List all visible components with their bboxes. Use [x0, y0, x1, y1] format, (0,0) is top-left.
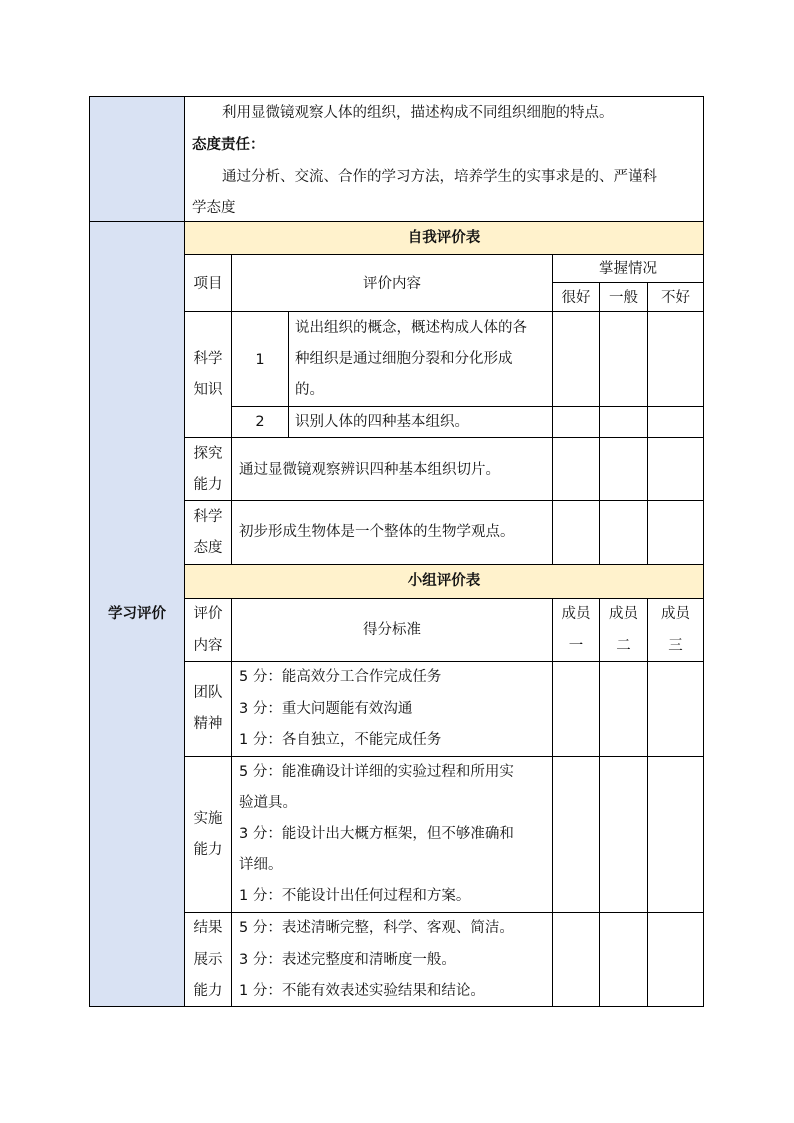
- practice-line: 1 分：不能设计出任何过程和方案。: [239, 888, 471, 904]
- score-cell: [599, 756, 648, 913]
- team-line: 5 分：能高效分工合作完成任务: [239, 669, 442, 685]
- score-cell: [647, 912, 704, 1007]
- team-label-cell: [184, 661, 232, 757]
- attitude-label: 科学: [193, 509, 223, 525]
- member-1-label: 一: [568, 638, 584, 654]
- result-label: 展示: [193, 952, 223, 968]
- score-cell: [647, 661, 704, 757]
- inquiry-label: 探究: [193, 446, 223, 462]
- mark-cell: [647, 311, 704, 407]
- member-2-label: 二: [616, 638, 631, 654]
- attitude-label: 态度: [193, 540, 223, 556]
- score-cell: [599, 912, 648, 1007]
- practice-label-cell: [184, 756, 232, 913]
- team-line: 3 分：重大问题能有效沟通: [239, 701, 413, 717]
- mark-cell: [599, 500, 648, 565]
- col-eval: 内容: [193, 638, 223, 654]
- top-line-2b: 学态度: [192, 200, 236, 216]
- practice-line: 5 分：能准确设计详细的实验过程和所用实: [239, 764, 514, 780]
- sci-knowledge-label: 知识: [193, 382, 223, 398]
- sci-knowledge-cell: [184, 311, 232, 438]
- member-3-label: 成员: [661, 606, 690, 622]
- col-mastery: 掌握情况: [599, 261, 657, 277]
- self-eval-title: 自我评价表: [407, 230, 481, 246]
- practice-line: 3 分：能设计出大概方框架，但不够准确和: [239, 826, 514, 842]
- member-3-label: 三: [668, 638, 683, 654]
- attitude-text: 初步形成生物体是一个整体的生物学观点。: [239, 524, 515, 540]
- col-content: 评价内容: [363, 276, 421, 292]
- top-line-2a: 通过分析、交流、合作的学习方法，培养学生的实事求是的、严谨科: [222, 169, 657, 185]
- top-left-cell: [89, 96, 185, 222]
- level-poor: 不好: [661, 290, 690, 306]
- practice-label: 能力: [193, 842, 223, 858]
- inquiry-label: 能力: [193, 477, 223, 493]
- col-standard: 得分标准: [363, 622, 421, 638]
- result-label: 结果: [193, 920, 223, 936]
- team-label: 精神: [193, 716, 223, 732]
- team-line: 1 分：各自独立，不能完成任务: [239, 732, 442, 748]
- level-average: 一般: [609, 290, 638, 306]
- mark-cell: [552, 406, 600, 438]
- result-line: 1 分：不能有效表述实验结果和结论。: [239, 983, 485, 999]
- mark-cell: [647, 437, 704, 501]
- practice-line: 详细。: [239, 857, 283, 873]
- score-cell: [599, 661, 648, 757]
- mark-cell: [599, 311, 648, 407]
- mark-cell: [647, 406, 704, 438]
- row1-num: 1: [255, 352, 265, 368]
- practice-label: 实施: [193, 811, 223, 827]
- row2-text: 识别人体的四种基本组织。: [295, 414, 469, 430]
- mark-cell: [599, 437, 648, 501]
- sci-knowledge-label: 科学: [193, 351, 223, 367]
- mark-cell: [552, 311, 600, 407]
- practice-line: 验道具。: [239, 795, 297, 811]
- score-cell: [552, 661, 600, 757]
- score-cell: [552, 756, 600, 913]
- row2-num: 2: [255, 414, 265, 430]
- row1-text: 的。: [295, 382, 324, 398]
- col-eval: 评价: [193, 606, 223, 622]
- result-line: 3 分：表述完整度和清晰度一般。: [239, 952, 456, 968]
- mark-cell: [552, 437, 600, 501]
- row1-text: 说出组织的概念，概述构成人体的各: [295, 320, 527, 336]
- level-good: 很好: [561, 290, 591, 306]
- group-eval-title: 小组评价表: [407, 573, 481, 589]
- score-cell: [647, 756, 704, 913]
- team-label: 团队: [193, 685, 223, 701]
- result-label: 能力: [193, 983, 223, 999]
- learning-eval-label: 学习评价: [108, 606, 166, 622]
- member-1-label: 成员: [561, 606, 591, 622]
- score-cell: [552, 912, 600, 1007]
- top-line-1: 利用显微镜观察人体的组织，描述构成不同组织细胞的特点。: [222, 105, 614, 121]
- inquiry-text: 通过显微镜观察辨识四种基本组织切片。: [239, 462, 500, 478]
- row1-text: 种组织是通过细胞分裂和分化形成: [295, 351, 513, 367]
- col-item: 项目: [193, 276, 223, 292]
- mark-cell: [552, 500, 600, 565]
- mark-cell: [599, 406, 648, 438]
- mark-cell: [647, 500, 704, 565]
- attitude-heading: 态度责任：: [192, 137, 265, 153]
- member-2-label: 成员: [609, 606, 638, 622]
- result-line: 5 分：表述清晰完整，科学、客观、简洁。: [239, 920, 514, 936]
